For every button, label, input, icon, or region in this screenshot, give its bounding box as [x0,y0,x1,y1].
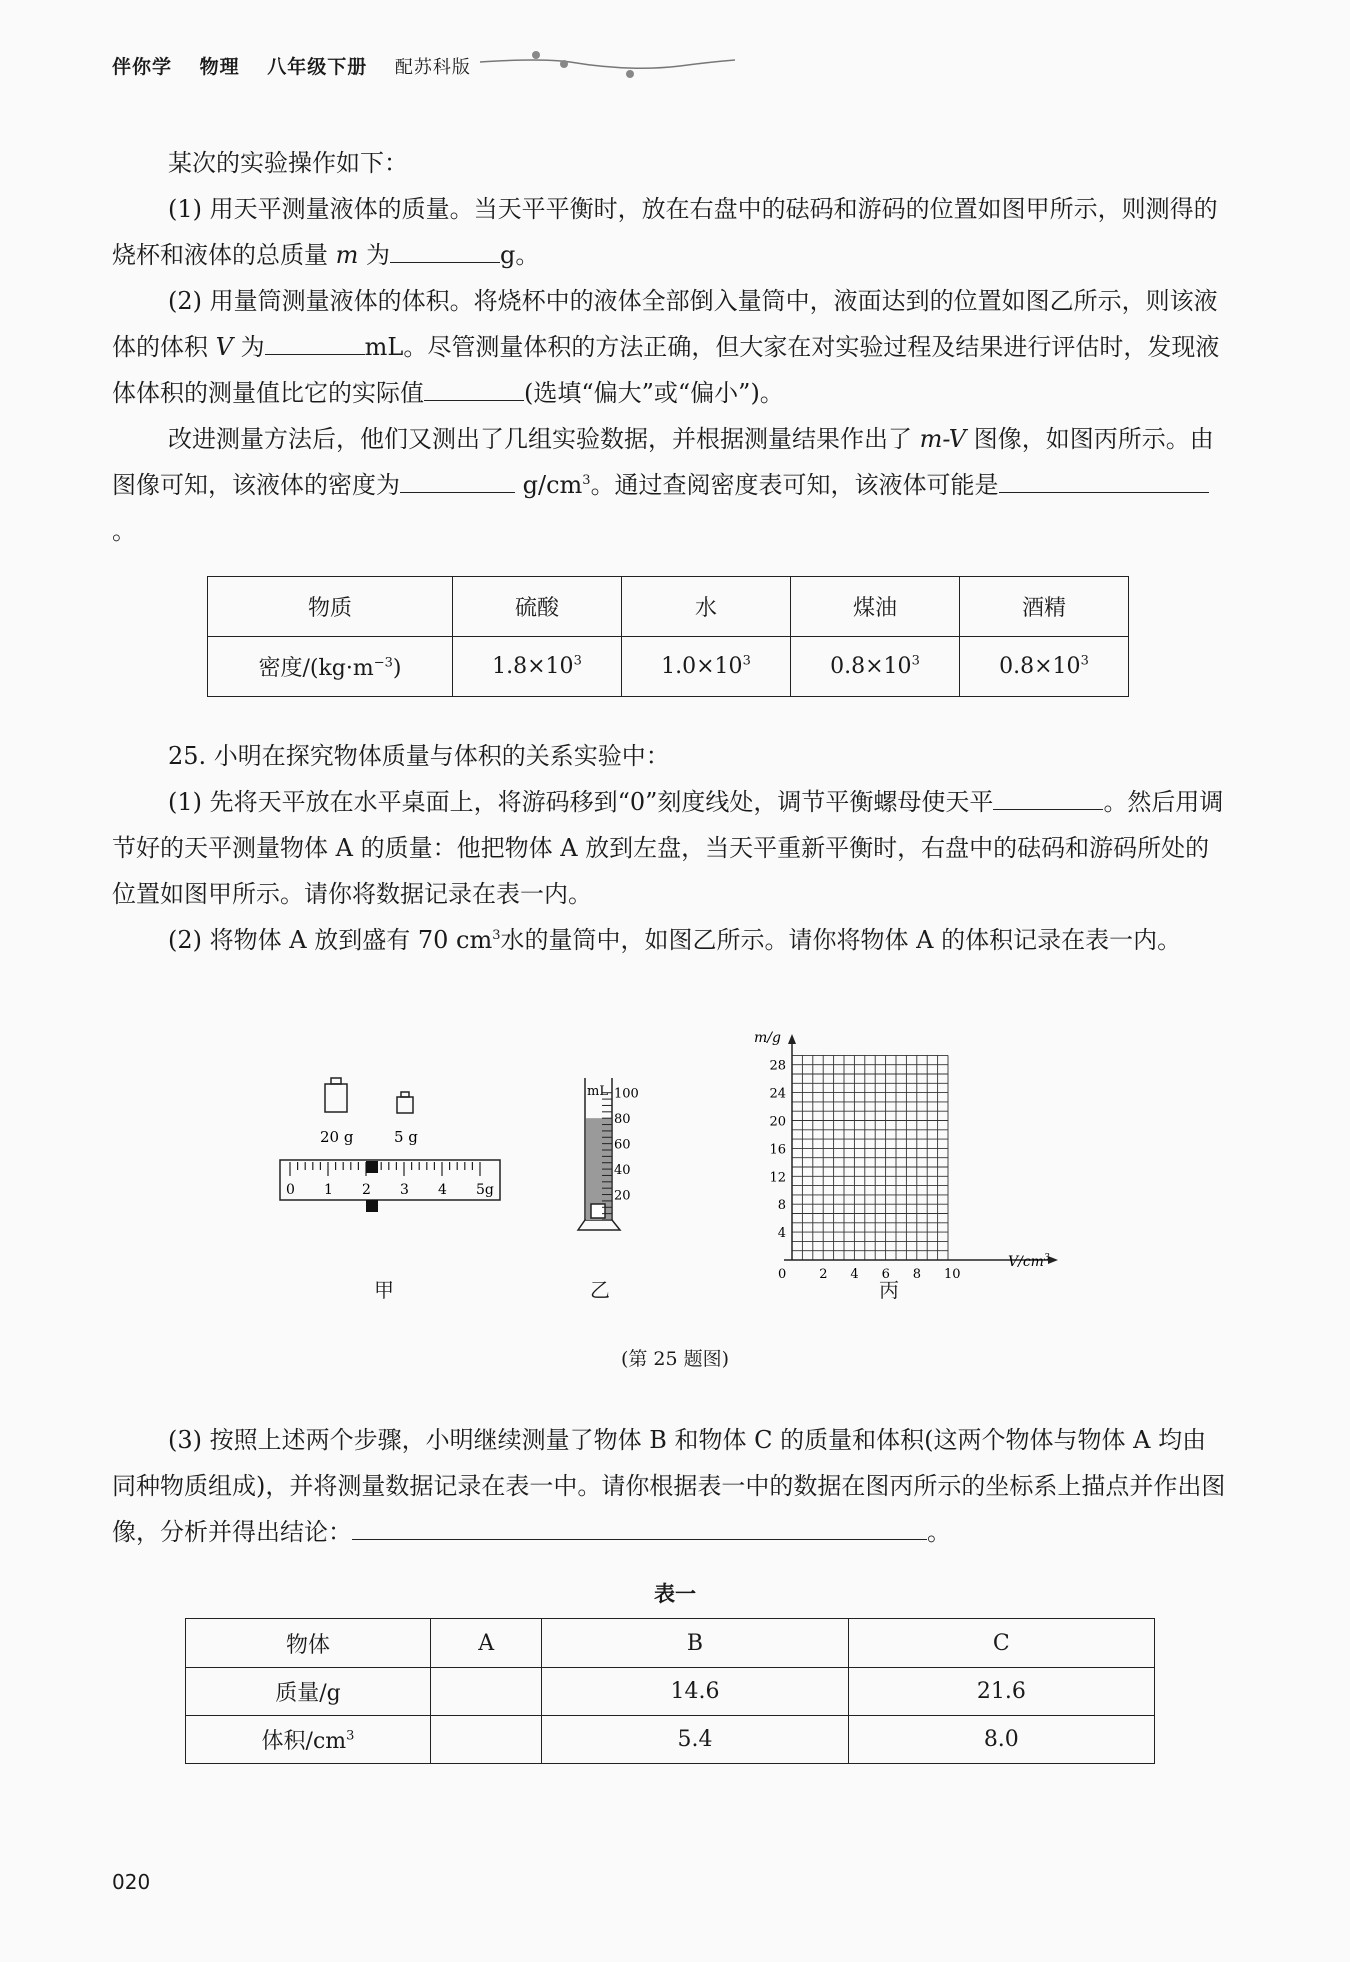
figure-bing-chart [740,1030,1070,1282]
table-cell: 5.4 [542,1716,848,1764]
density-table [207,576,1129,697]
object-a [591,1204,605,1218]
row-label: 密度$/(kg\cdot m^{-3})$ [208,637,453,697]
question-3: 改进测量方法后，他们又测出了几组实验数据，并根据测量结果作出了 m-V 图像，如图丙所示。由图像可知，该液体的密度为 $g/cm^3$。通过查阅密度表可知，该液体可能是。 [112,425,1214,545]
scale-label: 4 [438,1182,447,1198]
table-header-cell: C [848,1619,1154,1668]
running-header [112,52,491,79]
cylinder-label: 40 [614,1163,631,1179]
chart-grid [792,1055,948,1260]
y-tick-label: 8 [777,1198,786,1214]
answer-blank[interactable] [424,374,524,401]
chart-x-ticks [778,1267,961,1282]
table-cell: $0.8\times 10^3$ [960,637,1129,697]
table-header-cell: 物质 [208,577,453,637]
y-tick-label: 24 [769,1086,786,1102]
caption-yi: 乙 [590,1278,610,1302]
x-tick-label: 4 [850,1267,859,1282]
scale-label: 0 [286,1182,295,1198]
figure-jia-balance [270,1070,520,1210]
cylinder-label: 100 [614,1086,639,1102]
y-tick-label: 4 [777,1226,786,1242]
cylinder-label: 80 [614,1112,631,1128]
figure-caption: (第 25 题图) [620,1348,730,1370]
table-header-cell: A [431,1619,542,1668]
y-tick-label: 16 [769,1142,786,1158]
table-header-cell: 硫酸 [453,577,622,637]
caption-jia: 甲 [374,1278,394,1302]
cylinder-base [578,1220,620,1230]
weight-5g-label: 5 g [394,1128,418,1146]
table-cell: $1.8\times 10^3$ [453,637,622,697]
question-2: (2) 用量筒测量液体的体积。将烧杯中的液体全部倒入量筒中，液面达到的位置如图乙所示，则该液体的体积 V 为 mL。尽管测量体积的方法正确，但大家在对实验过程及结果进行评估时，发现液体体积的测量值比它的实际值 (选填“偏大”或“偏小”)。 [112,287,1220,407]
table-cell: $0.8\times 10^3$ [791,637,960,697]
answer-blank[interactable] [352,1513,927,1540]
table1-title: 表一 [654,1582,696,1606]
rider-top[interactable] [366,1161,378,1173]
rider-bottom[interactable] [366,1200,378,1212]
cylinder-unit: mL [587,1084,608,1099]
question-1: (1) 用天平测量液体的质量。当天平平衡时，放在右盘中的砝码和游码的位置如图甲所示，则测得的烧杯和液体的总质量 m 为 g。 [112,195,1218,269]
table-cell: 14.6 [542,1668,848,1716]
edition: 配苏科版 [394,57,471,78]
book-title: 伴你学 [112,56,173,78]
page-number: 020 [112,1870,151,1894]
answer-blank[interactable] [993,783,1103,810]
table-cell: 8.0 [848,1716,1154,1764]
table-header-cell: 物体 [186,1619,431,1668]
table1 [185,1618,1155,1764]
chart-ylabel: m/g [754,1030,781,1046]
y-tick-label: 20 [769,1114,786,1130]
x-tick-label: 0 [778,1267,787,1282]
intro-text: 某次的实验操作如下： [168,149,408,177]
scale-labels [286,1182,494,1198]
q25-part-3: (3) 按照上述两个步骤，小明继续测量了物体 B 和物体 C 的质量和体积(这两个物体与物体 A 均由同种物质组成)，并将测量数据记录在表一中。请你根据表一中的数据在图丙所示的坐标系上描点并作出图像，分析并得出结论： 。 [112,1426,1226,1546]
q25-title: 25. 小明在探究物体质量与体积的关系实验中： [168,742,670,770]
chart-xlabel: $V/cm^3$ [1008,1253,1050,1270]
y-tick-label: 28 [769,1058,786,1074]
table-cell: 21.6 [848,1668,1154,1716]
answer-blank[interactable] [390,236,500,263]
cylinder-label: 20 [614,1188,631,1204]
table-header-cell: 酒精 [960,577,1129,637]
weight-20g-label: 20 g [320,1128,354,1146]
chart-axes [784,1038,1055,1260]
answer-blank[interactable] [999,466,1209,493]
weight-5g [397,1092,413,1113]
grade: 八年级下册 [267,56,368,78]
volume-a-input[interactable] [431,1716,542,1764]
x-tick-label: 8 [912,1267,922,1282]
weight-20g [325,1078,347,1112]
y-tick-label: 12 [769,1170,786,1186]
row-label: 质量/g [186,1668,431,1716]
answer-blank[interactable] [265,328,365,355]
header-decoration [480,40,740,80]
row-label: 体积$/cm^3$ [186,1716,431,1764]
chart-y-ticks [769,1059,786,1241]
answer-blank[interactable] [400,466,515,493]
subject: 物理 [199,56,240,78]
x-tick-label: 10 [944,1267,961,1282]
x-tick-label: 2 [819,1267,828,1282]
q25-part-2: (2) 将物体 A 放到盛有 70 $cm^3$水的量筒中，如图乙所示。请你将物体 A 的体积记录在表一内。 [168,926,1182,954]
cylinder-label: 60 [614,1137,631,1153]
scale-label: 2 [362,1182,371,1198]
figure-yi-cylinder [560,1070,650,1240]
scale-label: 1 [324,1182,333,1198]
scale-ticks [290,1162,480,1176]
table-header-cell: 水 [622,577,791,637]
table-header-cell: B [542,1619,848,1668]
table-cell: $1.0\times 10^3$ [622,637,791,697]
q25-part-1: (1) 先将天平放在水平桌面上，将游码移到“0”刻度线处，调节平衡螺母使天平 。然后用调节好的天平测量物体 A 的质量：他把物体 A 放到左盘，当天平重新平衡时，右盘中的砝码和游码所处的位置如图甲所示。请你将数据记录在表一内。 [112,779,1227,917]
table-header-cell: 煤油 [791,577,960,637]
scale-label: 3 [400,1182,409,1198]
x-tick-label: 6 [881,1267,890,1282]
mass-a-input[interactable] [431,1668,542,1716]
scale-label: 5g [476,1182,494,1198]
caption-bing: 丙 [879,1278,899,1302]
